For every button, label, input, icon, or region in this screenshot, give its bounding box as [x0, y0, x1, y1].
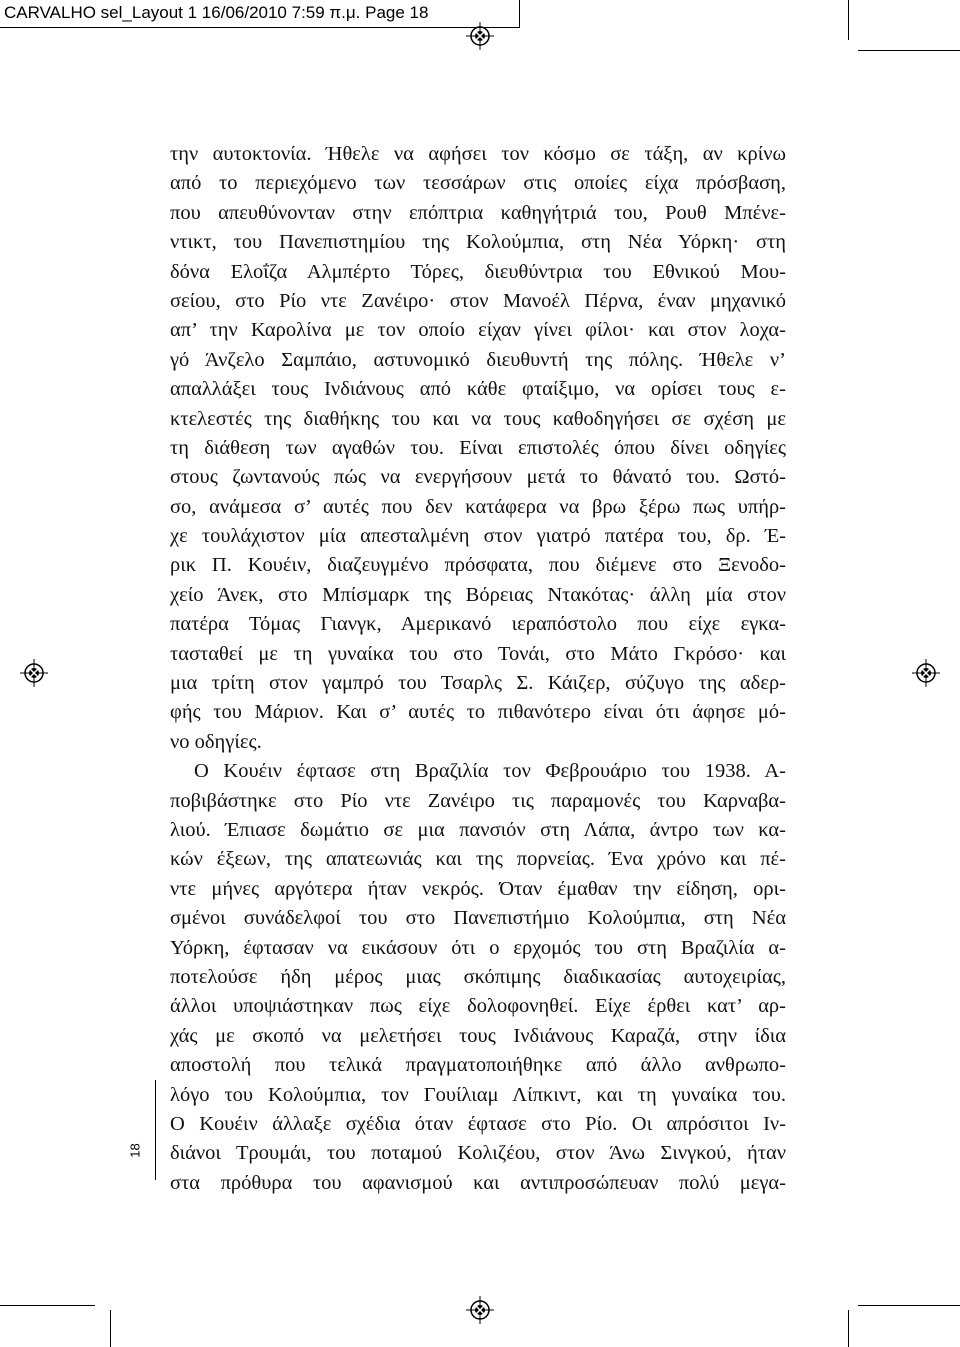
text-line: κών έξεων, της απατεωνιάς και της πορνείας. Ένα χρόνο και πέ-: [170, 848, 786, 871]
text-line: σμένοι συνάδελφοί του στο Πανεπιστήμιο Κολούμπια, στη Νέα: [170, 907, 786, 930]
registration-mark-icon: [466, 22, 494, 50]
text-line: νο οδηγίες.: [170, 730, 262, 753]
text-line: ντικτ, του Πανεπιστημίου της Κολούμπια, στη Νέα Υόρκη· στη: [170, 231, 786, 254]
text-line: διάνοι Τρουμάι, του ποταμού Κολιζέου, στον Άνω Σινγκού, ήταν: [170, 1142, 786, 1165]
text-line: πατέρα Τόμας Γιανγκ, Αμερικανό ιεραπόστολο που είχε εγκα-: [170, 613, 786, 636]
text-line: Ο Κουέιν έφτασε στη Βραζιλία τον Φεβρουάριο του 1938. Α-: [194, 760, 786, 783]
text-line: λιού. Έπιασε δωμάτιο σε μια πανσιόν στη Λάπα, άντρο των κα-: [170, 818, 786, 841]
paragraph: [170, 757, 786, 1198]
text-line: στους ζωντανούς πώς να ενεργήσουν μετά το θάνατό του. Ωστό-: [170, 466, 786, 489]
text-line: λόγο του Κολούμπια, τον Γουίλιαμ Λίπκιντ, και τη γυναίκα του.: [170, 1083, 786, 1106]
registration-mark-icon: [912, 659, 940, 687]
text-line: που απευθύνονταν στην επόπτρια καθηγήτριά του, Ρουθ Μπένε-: [170, 201, 786, 224]
text-line: τη διάθεση των αγαθών του. Είναι επιστολές όπου δίνει οδηγίες: [170, 436, 786, 459]
folio-rule: [155, 1080, 156, 1180]
text-line: αποστολή που τελικά πραγματοποιήθηκε από άλλο ανθρωπο-: [170, 1054, 786, 1077]
text-line: χάς με σκοπό να μελετήσει τους Ινδιάνους Καραζά, στην ίδια: [170, 1024, 786, 1047]
text-line: απαλλάξει τους Ινδιάνους από κάθε φταίξιμο, να ορίσει τους ε-: [170, 378, 786, 401]
text-line: χε τουλάχιστον μία απεσταλμένη στον γιατρό πατέρα του, δρ. Έ-: [170, 525, 786, 548]
text-line: απ’ την Καρολίνα με τον οποίο είχαν γίνει φίλοι· και στον λοχα-: [170, 319, 786, 342]
body-text: [170, 140, 786, 1198]
printer-slug: CARVALHO sel_Layout 1 16/06/2010 7:59 π.μ. Page 18: [0, 0, 520, 28]
registration-mark-icon: [466, 1296, 494, 1324]
paragraph: [170, 140, 786, 757]
text-line: μια τρίτη στον γαμπρό του Τσαρλς Σ. Κάιζερ, σύζυγο της αδερ-: [170, 672, 786, 695]
text-line: σο, ανάμεσα σ’ αυτές που δεν κατάφερα να βρω ξέρω πως υπήρ-: [170, 495, 786, 518]
text-line: σείου, στο Ρίο ντε Ζανέιρο· στον Μανοέλ Πέρνα, έναν μηχανικό: [170, 289, 786, 312]
text-line: ντε μήνες αργότερα ήταν νεκρός. Όταν έμαθαν την είδηση, ορι-: [170, 877, 786, 900]
text-line: τασταθεί με τη γυναίκα του στο Τονάι, στο Μάτο Γκρόσο· και: [170, 642, 786, 665]
text-line: ποβιβάστηκε στο Ρίο ντε Ζανέιρο τις παραμονές του Καρναβα-: [170, 789, 786, 812]
text-line: άλλοι υποψιάστηκαν πως είχε δολοφονηθεί. Είχε έρθει κατ’ αρ-: [170, 995, 786, 1018]
registration-mark-icon: [20, 659, 48, 687]
text-line: κτελεστές της διαθήκης του και να τους καθοδηγήσει σε σχέση με: [170, 407, 786, 430]
text-line: γό Άνζελο Σαμπάιο, αστυνομικό διευθυντή της πόλης. Ήθελε ν’: [170, 348, 786, 371]
text-line: δόνα Ελοΐζα Αλμπέρτο Τόρες, διευθύντρια του Εθνικού Μου-: [170, 260, 786, 283]
text-line: ρικ Π. Κουέιν, διαζευγμένο πρόσφατα, που διέμενε στο Ξενοδο-: [170, 554, 786, 577]
text-line: στα πρόθυρα του αφανισμού και αντιπροσώπευαν πολύ μεγα-: [170, 1171, 786, 1194]
text-line: την αυτοκτονία. Ήθελε να αφήσει τον κόσμο σε τάξη, αν κρίνω: [170, 143, 786, 165]
text-line: ποτελούσε ήδη μέρος μιας σκόπιμης διαδικασίας αυτοχειρίας,: [170, 965, 786, 988]
text-line: από το περιεχόμενο των τεσσάρων στις οποίες είχα πρόσβαση,: [170, 172, 786, 195]
page-number: 18: [127, 1143, 143, 1158]
text-line: Ο Κουέιν άλλαξε σχέδια όταν έφτασε στο Ρίο. Οι απρόσιτοι Ιν-: [170, 1112, 786, 1135]
text-line: χείο Άνεκ, στο Μπίσμαρκ της Βόρειας Ντακότας· άλλη μία στον: [170, 583, 786, 606]
text-line: Υόρκη, έφτασαν να εικάσουν ότι ο ερχομός του στη Βραζιλία α-: [170, 936, 786, 959]
text-line: φής του Μάριον. Και σ’ αυτές το πιθανότερο είναι ότι άφησε μό-: [170, 701, 786, 724]
